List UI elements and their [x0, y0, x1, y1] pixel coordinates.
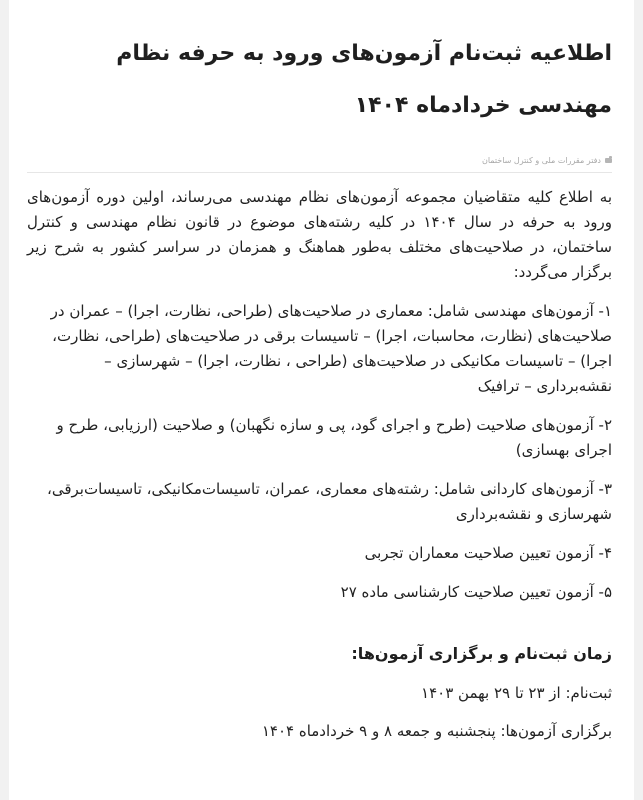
registration-dates: ثبت‌نام: از ۲۳ تا ۲۹ بهمن ۱۴۰۳ — [421, 684, 612, 702]
exam-item-4: ۴- آزمون تعیین صلاحیت معماران تجربی — [364, 544, 612, 562]
folder-icon — [605, 158, 612, 163]
meta-divider — [27, 172, 612, 173]
intro-paragraph: به اطلاع کلیه متقاضیان مجموعه آزمون‌های نظام مهندسی می‌رساند، اولین دوره آزمون‌های ورود به حرفه در سال ۱۴۰۴ در کلیه رشته‌های موضوع در قانون نظام مهندسی و کنترل ساختمان، در صلاحیت‌های مختلف به‌طور هماهنگ و همزمان در سراسر کشور به شرح زیر برگزار می‌گردد: — [27, 188, 612, 281]
post-title: اطلاعیه ثبت‌نام آزمون‌های ورود به حرفه نظام مهندسی خردادماه ۱۴۰۴ — [116, 41, 612, 118]
exam-item-1: ۱- آزمون‌های مهندسی شامل: معماری در صلاحیت‌های (طراحی، نظارت، اجرا) – عمران در صلاحیت‌های (نظارت، محاسبات، اجرا) – تاسیسات برقی در صلاحیت‌های (طراحی، نظارت، اجرا) – تاسیسات مکانیکی در صلاحیت‌های (طراحی ، نظارت، اجرا) – شهرسازی – نقشه‌برداری – ترافیک — [50, 302, 612, 395]
exam-item-2: ۲- آزمون‌های صلاحیت (طرح و اجرای گود، پی و سازه نگهبان) و صلاحیت (ارزیابی، طرح و اجرای بهسازی) — [56, 416, 612, 459]
post-content — [27, 185, 612, 744]
exam-dates: برگزاری آزمون‌ها: پنجشنبه و جمعه ۸ و ۹ خردادماه ۱۴۰۴ — [261, 722, 612, 740]
post-card — [9, 0, 634, 800]
exam-item-5: ۵- آزمون تعیین صلاحیت کارشناسی ماده ۲۷ — [340, 583, 612, 601]
schedule-heading: زمان ثبت‌نام و برگزاری آزمون‌ها: — [351, 644, 612, 663]
category-link[interactable]: دفتر مقررات ملی و کنترل ساختمان — [481, 155, 601, 165]
post-meta — [27, 152, 612, 168]
exam-item-3: ۳- آزمون‌های کاردانی شامل: رشته‌های معماری، عمران، تاسیسات‌مکانیکی، تاسیسات‌برقی، شهرسازی و نقشه‌برداری — [47, 480, 612, 523]
